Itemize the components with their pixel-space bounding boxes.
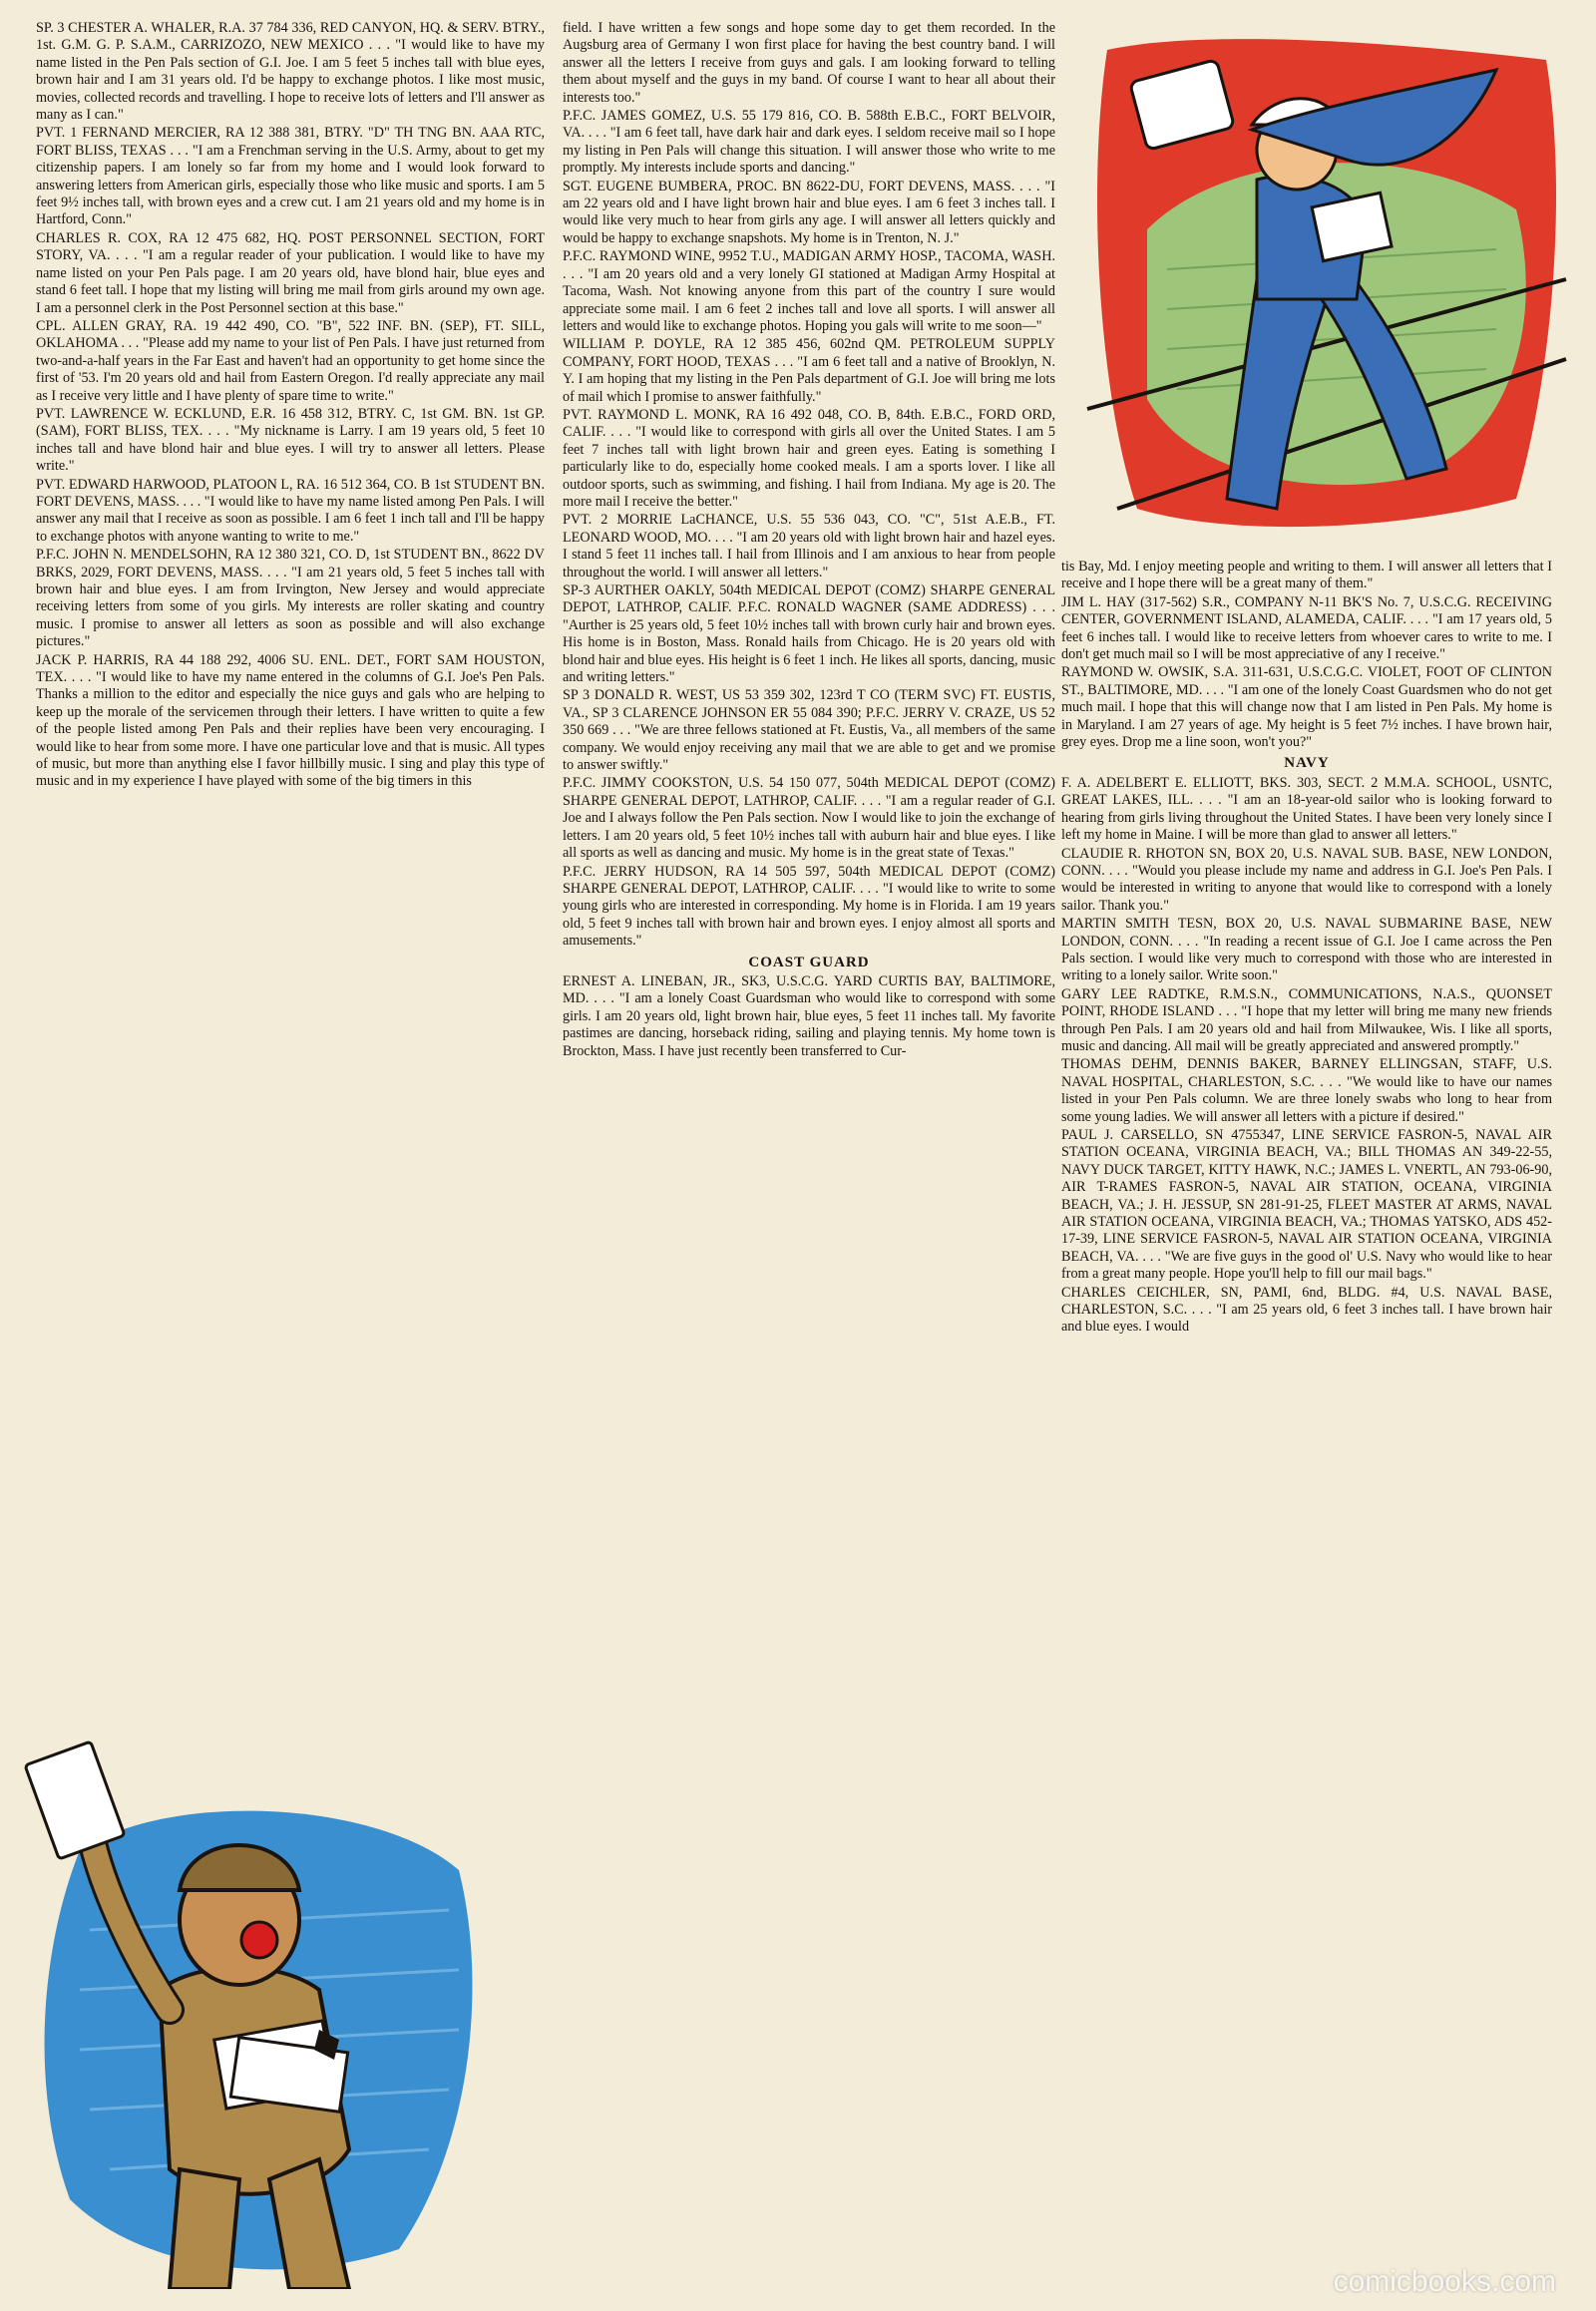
listing-entry: P.F.C. JIMMY COOKSTON, U.S. 54 150 077, 504th MEDICAL DEPOT (COMZ) SHARPE GENERAL DEPOT, LATHROP, CALIF. . . . "I am a regular reader of G.I. Joe and I always follow the Pen Pals section. Now I would like to join the exchange of letters. I am 20 years old, 5 feet 10½ inches tall with auburn hair and blue eyes. I like all sports as well as dancing and music. My home is in the great state of Texas." — [563, 775, 1055, 862]
listing-entry: SGT. EUGENE BUMBERA, PROC. BN 8622-DU, FORT DEVENS, MASS. . . . "I am 22 years old and I have light brown hair and blue eyes. I am 6 feet 3 inches tall. I would like very much to hear from girls any age. I will answer all letters quickly and would be happy to exchange snapshots. My home is in Trenton, N. J." — [563, 178, 1055, 246]
column-right — [1061, 559, 1552, 2299]
listing-entry: CPL. ALLEN GRAY, RA. 19 442 490, CO. "B", 522 INF. BN. (SEP), FT. SILL, OKLAHOMA . . . "Please add my name to your list of Pen Pals. I have just returned from two-and-a-half years in the Far East and haven't had an opportunity to get home since the first of '53. I'm 20 years old and hail from Eastern Oregon. I'd really appreciate any mail as I receive very little and I have plenty of spare time to write." — [36, 317, 545, 404]
listing-entry: CHARLES R. COX, RA 12 475 682, HQ. POST PERSONNEL SECTION, FORT STORY, VA. . . . "I am a regular reader of your publication. I would like to have my name listed on your Pen Pals page. I am 20 years old, have blond hair, blue eyes and stand 6 feet tall. I hope that my listing will bring me mail from girls around my own age. I am a personnel clerk in the Post Personnel section at this base." — [36, 229, 545, 316]
listing-entry: WILLIAM P. DOYLE, RA 12 385 456, 602nd QM. PETROLEUM SUPPLY COMPANY, FORT HOOD, TEXAS . . . "I am 6 feet tall and a native of Brooklyn, N. Y. I am hoping that my listing in the Pen Pals department of G.I. Joe will bring me lots of mail which I promise to answer faithfully." — [563, 336, 1055, 405]
listing-entry: PVT. 1 FERNAND MERCIER, RA 12 388 381, BTRY. "D" TH TNG BN. AAA RTC, FORT BLISS, TEXAS . . . "I am a Frenchman serving in the U.S. Army, about to get my citizenship papers. I am lonely so far from my home and I would look forward to answering letters from American girls, especially those who like music and sports. I am 5 feet 9½ inches tall, with brown eyes and a crew cut. I am 21 years old and my home is in Hartford, Conn." — [36, 125, 545, 228]
listing-entry: SP. 3 CHESTER A. WHALER, R.A. 37 784 336, RED CANYON, HQ. & SERV. BTRY., 1st. G.M. G. P. S.A.M., CARRIZOZO, NEW MEXICO . . . "I would like to have my name listed in the Pen Pals section of G.I. Joe. I am 5 feet 5 inches tall with blue eyes, brown hair and I am 31 years old. I'd be happy to exchange photos. I like most music, movies, collected records and travelling. I hope to receive lots of letters and I'll answer as many as I can." — [36, 20, 545, 124]
listing-entry: GARY LEE RADTKE, R.M.S.N., COMMUNICATIONS, N.A.S., QUONSET POINT, RHODE ISLAND . . . "I hope that my letter will bring me many new friends through Pen Pals. I am 20 years old and hail from Milwaukee, Wis. I like all sports, music and dancing. All mail will be greatly appreciated and answered promptly." — [1061, 985, 1552, 1054]
listing-entry: tis Bay, Md. I enjoy meeting people and writing to them. I will answer all letters that I receive and I hope there will be a great many of them." — [1061, 559, 1552, 592]
listing-entry: P.F.C. JERRY HUDSON, RA 14 505 597, 504th MEDICAL DEPOT (COMZ) SHARPE GENERAL DEPOT, LATHROP, CALIF. . . . "I would like to write to some young girls who are interested in corresponding. My home is in Florida. I am 19 years old, 5 feet 9 inches tall with brown hair and brown eyes. I enjoy almost all sports and amusements." — [563, 863, 1055, 950]
listing-entry: P.F.C. JAMES GOMEZ, U.S. 55 179 816, CO. B. 588th E.B.C., FORT BELVOIR, VA. . . . "I am 6 feet tall, have dark hair and dark eyes. I seldom receive mail so I hope my listing in Pen Pals will change this situation. I will answer those who write to me promptly. My interests include sports and dancing." — [563, 108, 1055, 177]
listing-entry: P.F.C. JOHN N. MENDELSOHN, RA 12 380 321, CO. D, 1st STUDENT BN., 8622 DV BRKS, 2029, FORT DEVENS, MASS. . . . "I am 21 years old, 5 feet 5 inches tall with brown hair and blue eyes. I am from Irvington, New Jersey and would appreciate receiving letters from some of you girls. My interests are roller skating and country music. I promise to answer all letters as soon as possible and will also exchange pictures." — [36, 547, 545, 650]
sailor-reading-letter-illustration — [1077, 30, 1576, 549]
listing-entry: PVT. 2 MORRIE LaCHANCE, U.S. 55 536 043, CO. "C", 51st A.E.B., FT. LEONARD WOOD, MO. . . . "I am 20 years old with light brown hair and hazel eyes. I stand 5 feet 11 inches tall. I hail from Illinois and I am anxious to hear from people throughout the world. I will answer all letters." — [563, 512, 1055, 580]
listing-entry: F. A. ADELBERT E. ELLIOTT, BKS. 303, SECT. 2 M.M.A. SCHOOL, USNTC, GREAT LAKES, ILL. . . . "I am an 18-year-old sailor who is looking forward to hearing from girls living throughout the United States. I have been very lonely since I left my home in Maine. I will be more than glad to answer all letters." — [1061, 774, 1552, 844]
listing-entry: PAUL J. CARSELLO, SN 4755347, LINE SERVICE FASRON-5, NAVAL AIR STATION OCEANA, VIRGINIA BEACH, VA.; BILL THOMAS AN 349-22-55, NAVY DUCK TARGET, KITTY HAWK, N.C.; JAMES L. VNERTL, AN 793-06-90, AIR T-RAMES FASRON-5, NAVAL AIR STATION, OCEANA, VIRGINIA BEACH, VA.; J. H. JESSUP, SN 281-91-25, FLEET MASTER AT ARMS, NAVAL AIR STATION OCEANA, VIRGINIA BEACH, VA.; THOMAS YATSKO, ADS 452-17-39, LINE SERVICE FASRON-5, NAVAL AIR STATION OCEANA, VIRGINIA BEACH, VA. . . . "We are five guys in the good ol' U.S. Navy who would like to hear from a great many people. Hope you'll help to fill our mail bags." — [1061, 1127, 1552, 1283]
listing-entry: RAYMOND W. OWSIK, S.A. 311-631, U.S.C.G.C. VIOLET, FOOT OF CLINTON ST., BALTIMORE, MD. . . . "I am one of the lonely Coast Guardsmen who do not get much mail. I hope that this will change now that I am listed in Pen Pals. My home is in Maryland. I am 27 years of age. My height is 5 feet 7½ inches. I have brown hair, grey eyes. Drop me a line soon, won't you?" — [1061, 664, 1552, 751]
listing-entry: MARTIN SMITH TESN, BOX 20, U.S. NAVAL SUBMARINE BASE, NEW LONDON, CONN. . . . "In reading a recent issue of G.I. Joe I came across the Pen Pals section. I would like very much to correspond with those who are interested in writing to a lonely sailor. Write soon." — [1061, 916, 1552, 984]
soldier-with-mail-illustration — [20, 1731, 489, 2289]
listing-entry: PVT. LAWRENCE W. ECKLUND, E.R. 16 458 312, BTRY. C, 1st GM. BN. 1st GP. (SAM), FORT BLISS, TEX. . . . "My nickname is Larry. I am 19 years old, 5 feet 10 inches tall and have blond hair and blue eyes. I will try to answer all letters. Please write." — [36, 405, 545, 475]
listing-entry: JACK P. HARRIS, RA 44 188 292, 4006 SU. ENL. DET., FORT SAM HOUSTON, TEX. . . . "I would like to have my name entered in the columns of G.I. Joe's Pen Pals. Thanks a million to the editor and especially the nice guys and gals who are helping to keep up the morale of the servicemen through their letters. I have written to quite a few of the people listed among Pen Pals and their replies have been very encouraging. I would like to hear from some more. I have one particular love and that is music. All types of music, but more than anything else I favor hillbilly music. I sing and play this type of music and in my experience I have played with some of the big timers in this — [36, 651, 545, 790]
listing-entry: field. I have written a few songs and hope some day to get them recorded. In the Augsburg area of Germany I won first place for having the best country band. I will answer all the letters I receive from guys and gals. I am looking forward to telling them about myself and the guys in my band. Of course I want to hear all about their interests too." — [563, 20, 1055, 106]
listing-entry: SP-3 AURTHER OAKLY, 504th MEDICAL DEPOT (COMZ) SHARPE GENERAL DEPOT, LATHROP, CALIF. P.F.C. RONALD WAGNER (SAME ADDRESS) . . . "Aurther is 25 years old, 5 feet 10½ inches tall with brown curly hair and brown eyes. His home is in Boston, Mass. Ronald hails from Chicago. He is 20 years old with blond hair and blue eyes. His height is 6 feet 1 inch. He likes all sports, dancing, music and writing letters." — [563, 582, 1055, 686]
site-watermark: comicbooks.com — [1333, 2265, 1556, 2298]
listing-entry: THOMAS DEHM, DENNIS BAKER, BARNEY ELLINGSAN, STAFF, U.S. NAVAL HOSPITAL, CHARLESTON, S.C. . . . "We would like to have our names listed in your Pen Pals column. We are three lonely swabs who long to hear from some young ladies. We will answer all letters with a picture if desired." — [1061, 1056, 1552, 1125]
listing-entry: CLAUDIE R. RHOTON SN, BOX 20, U.S. NAVAL SUB. BASE, NEW LONDON, CONN. . . . "Would you please include my name and address in G.I. Joe's Pen Pals. I would be interested in writing to anyone that would like to correspond with a lonely sailor. Thank you." — [1061, 845, 1552, 914]
listing-entry: PVT. EDWARD HARWOOD, PLATOON L, RA. 16 512 364, CO. B 1st STUDENT BN. FORT DEVENS, MASS. . . . "I would like to have my name listed among Pen Pals. I will answer any mail that I receive as soon as possible. I am 6 feet 1 inch tall and I'll be happy to exchange photos with anyone wanting to write to me." — [36, 476, 545, 545]
listing-entry: ERNEST A. LINEBAN, JR., SK3, U.S.C.G. YARD CURTIS BAY, BALTIMORE, MD. . . . "I am a lonely Coast Guardsman who would like to correspond with some girls. I am 20 years old, light brown hair, blue eyes, 5 feet 11 inches tall. My favorite pastimes are dancing, horseback riding, sailing and playing tennis. My home town is Brockton, Mass. I have just recently been transferred to Cur- — [563, 972, 1055, 1059]
listing-entry: PVT. RAYMOND L. MONK, RA 16 492 048, CO. B, 84th. E.B.C., FORD ORD, CALIF. . . . "I would like to correspond with girls all over the United States. I am 5 feet 7 inches tall with light brown hair and green eyes. Eating is something I particularly like to do, especially home cooked meals. I am a sports lover. I like all outdoor sports, such as swimming, and fishing. I hail from Indiana. My age is 20. The more mail I receive the better." — [563, 406, 1055, 510]
section-heading-navy: NAVY — [1284, 755, 1330, 772]
listing-entry: P.F.C. RAYMOND WINE, 9952 T.U., MADIGAN ARMY HOSP., TACOMA, WASH. . . . "I am 20 years old and a very lonely GI stationed at Madigan Army Hospital at Tacoma, Wash. Not knowing anyone from this part of the country I sure would appreciate some mail. I am 6 feet 2 inches tall and love all sports. I will answer all letters and would like to exchange photos. Hoping you gals will write to me soon—" — [563, 248, 1055, 334]
listing-entry: JIM L. HAY (317-562) S.R., COMPANY N-11 BK'S No. 7, U.S.C.G. RECEIVING CENTER, GOVERNMENT ISLAND, ALAMEDA, CALIF. . . . "I am 17 years old, 5 feet 6 inches tall. I would like to receive letters from whoever cares to write to me. I don't get much mail so I will be most appreciative of any I receive." — [1061, 593, 1552, 663]
section-heading-coast-guard: COAST GUARD — [748, 954, 870, 970]
column-left — [36, 20, 545, 1735]
listing-entry: CHARLES CEICHLER, SN, PAMI, 6nd, BLDG. #4, U.S. NAVAL BASE, CHARLESTON, S.C. . . . "I am 25 years old, 6 feet 3 inches tall. I have brown hair and blue eyes. I would — [1061, 1284, 1552, 1336]
column-middle — [563, 20, 1055, 2304]
listing-entry: SP 3 DONALD R. WEST, US 53 359 302, 123rd T CO (TERM SVC) FT. EUSTIS, VA., SP 3 CLARENCE JOHNSON ER 55 084 390; P.F.C. JERRY V. CRAZE, US 52 350 669 . . . "We are three fellows stationed at Ft. Eustis, Va., all members of the same company. We would enjoy receiving any mail that we are able to get and we promise to answer swiftly." — [563, 687, 1055, 774]
